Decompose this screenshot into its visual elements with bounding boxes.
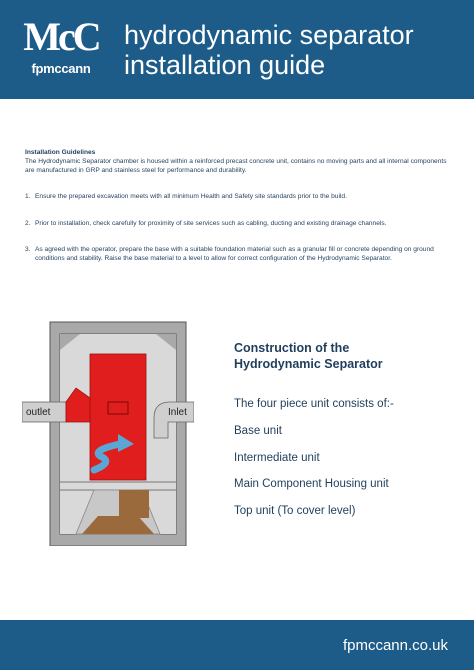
construction-title-line-2: Hydrodynamic Separator — [234, 357, 383, 371]
logo-mark: McC — [23, 14, 99, 59]
sediment-column — [119, 490, 149, 518]
construction-intro: The four piece unit consists of:- — [234, 398, 394, 410]
guidelines-intro: The Hydrodynamic Separator chamber is housed within a reinforced precast concrete unit, contains no moving parts and all internal components are manufactured in GRP and stainless steel for performance and durability. — [25, 158, 447, 174]
construction-section — [234, 340, 464, 517]
logo-text: fpmccann — [31, 61, 91, 76]
title-line-1: hydrodynamic separator — [124, 20, 414, 50]
header-banner — [0, 0, 474, 99]
step-1 — [25, 192, 455, 201]
step-text: As agreed with the operator, prepare the base with a suitable foundation material such as a granular fill or concrete depending on ground conditions and stability. Raise the base material to a level to allow for correct configuration of the Hydrodynamic Separator. — [35, 246, 434, 262]
step-number: 1. — [25, 193, 31, 200]
part-item: Main Component Housing unit — [234, 478, 389, 490]
website-link[interactable]: fpmccann.co.uk — [342, 637, 448, 654]
document-title — [124, 20, 464, 80]
step-2 — [25, 219, 455, 228]
installation-guidelines — [25, 148, 451, 175]
step-text: Prior to installation, check carefully for proximity of site services such as cabling, ducting and existing drainage channels. — [35, 220, 387, 227]
construction-title-line-1: Construction of the — [234, 341, 350, 355]
title-line-2: installation guide — [124, 50, 326, 80]
construction-title — [234, 340, 464, 372]
component-opening — [108, 402, 128, 414]
guidelines-heading: Installation Guidelines — [25, 149, 96, 156]
part-item: Top unit (To cover level) — [234, 505, 356, 517]
step-3 — [25, 245, 455, 263]
component-housing — [90, 354, 146, 480]
footer-banner — [0, 620, 474, 670]
inlet-label: Inlet — [168, 407, 187, 418]
part-item: Base unit — [234, 425, 282, 437]
step-text: Ensure the prepared excavation meets with all minimum Health and Safety site standards prior to the build. — [35, 193, 347, 200]
fpmccann-logo — [22, 16, 100, 80]
separator-cross-section — [22, 320, 194, 546]
outlet-label: outlet — [26, 407, 51, 418]
step-number: 2. — [25, 220, 31, 227]
step-number: 3. — [25, 246, 31, 253]
part-item: Intermediate unit — [234, 452, 320, 464]
separator-diagram — [22, 320, 194, 546]
